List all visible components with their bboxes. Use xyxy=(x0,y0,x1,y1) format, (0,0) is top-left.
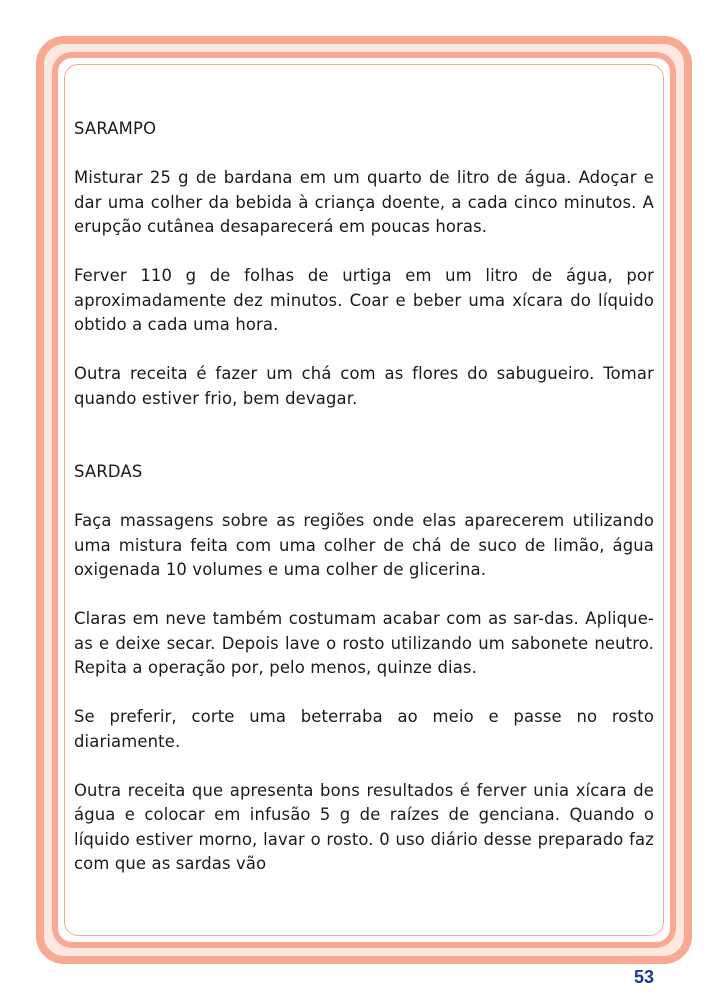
paragraph: Claras em neve também costumam acabar com as sar-das. Aplique-as e deixe secar. Depois lave o rosto utilizando um sabonete neutro. Repita a operação por, pelo menos, quinze dias. xyxy=(74,609,654,677)
paragraph: Ferver 110 g de folhas de urtiga em um litro de água, por aproximadamente dez minutos. Coar e beber uma xícara do líquido obtido a cada uma hora. xyxy=(74,266,654,334)
page-number: 53 xyxy=(633,967,654,987)
paragraph: Faça massagens sobre as regiões onde elas aparecerem utilizando uma mistura feita com uma colher de chá de suco de limão, água oxigenada 10 volumes e uma colher de glicerina. xyxy=(74,511,654,579)
paragraph: Outra receita que apresenta bons resultados é ferver unia xícara de água e colocar em infusão 5 g de raízes de genciana. Quando o líquido estiver morno, lavar o rosto. 0 uso diário desse preparado faz com que as sardas vão xyxy=(74,780,654,873)
paragraph: Misturar 25 g de bardana em um quarto de litro de água. Adoçar e dar uma colher da bebida à criança doente, a cada cinco minutos. A erupção cutânea desaparecerá em poucas horas. xyxy=(74,168,654,236)
section-heading-sardas: SARDAS xyxy=(74,462,143,481)
section-heading-sarampo: SARAMPO xyxy=(74,119,157,138)
paragraph: Outra receita é fazer um chá com as flores do sabugueiro. Tomar quando estiver frio, bem devagar. xyxy=(74,364,654,408)
paragraph: Se preferir, corte uma beterraba ao meio e passe no rosto diariamente. xyxy=(74,707,654,751)
section-spacer xyxy=(74,436,654,461)
page-content xyxy=(74,117,654,901)
